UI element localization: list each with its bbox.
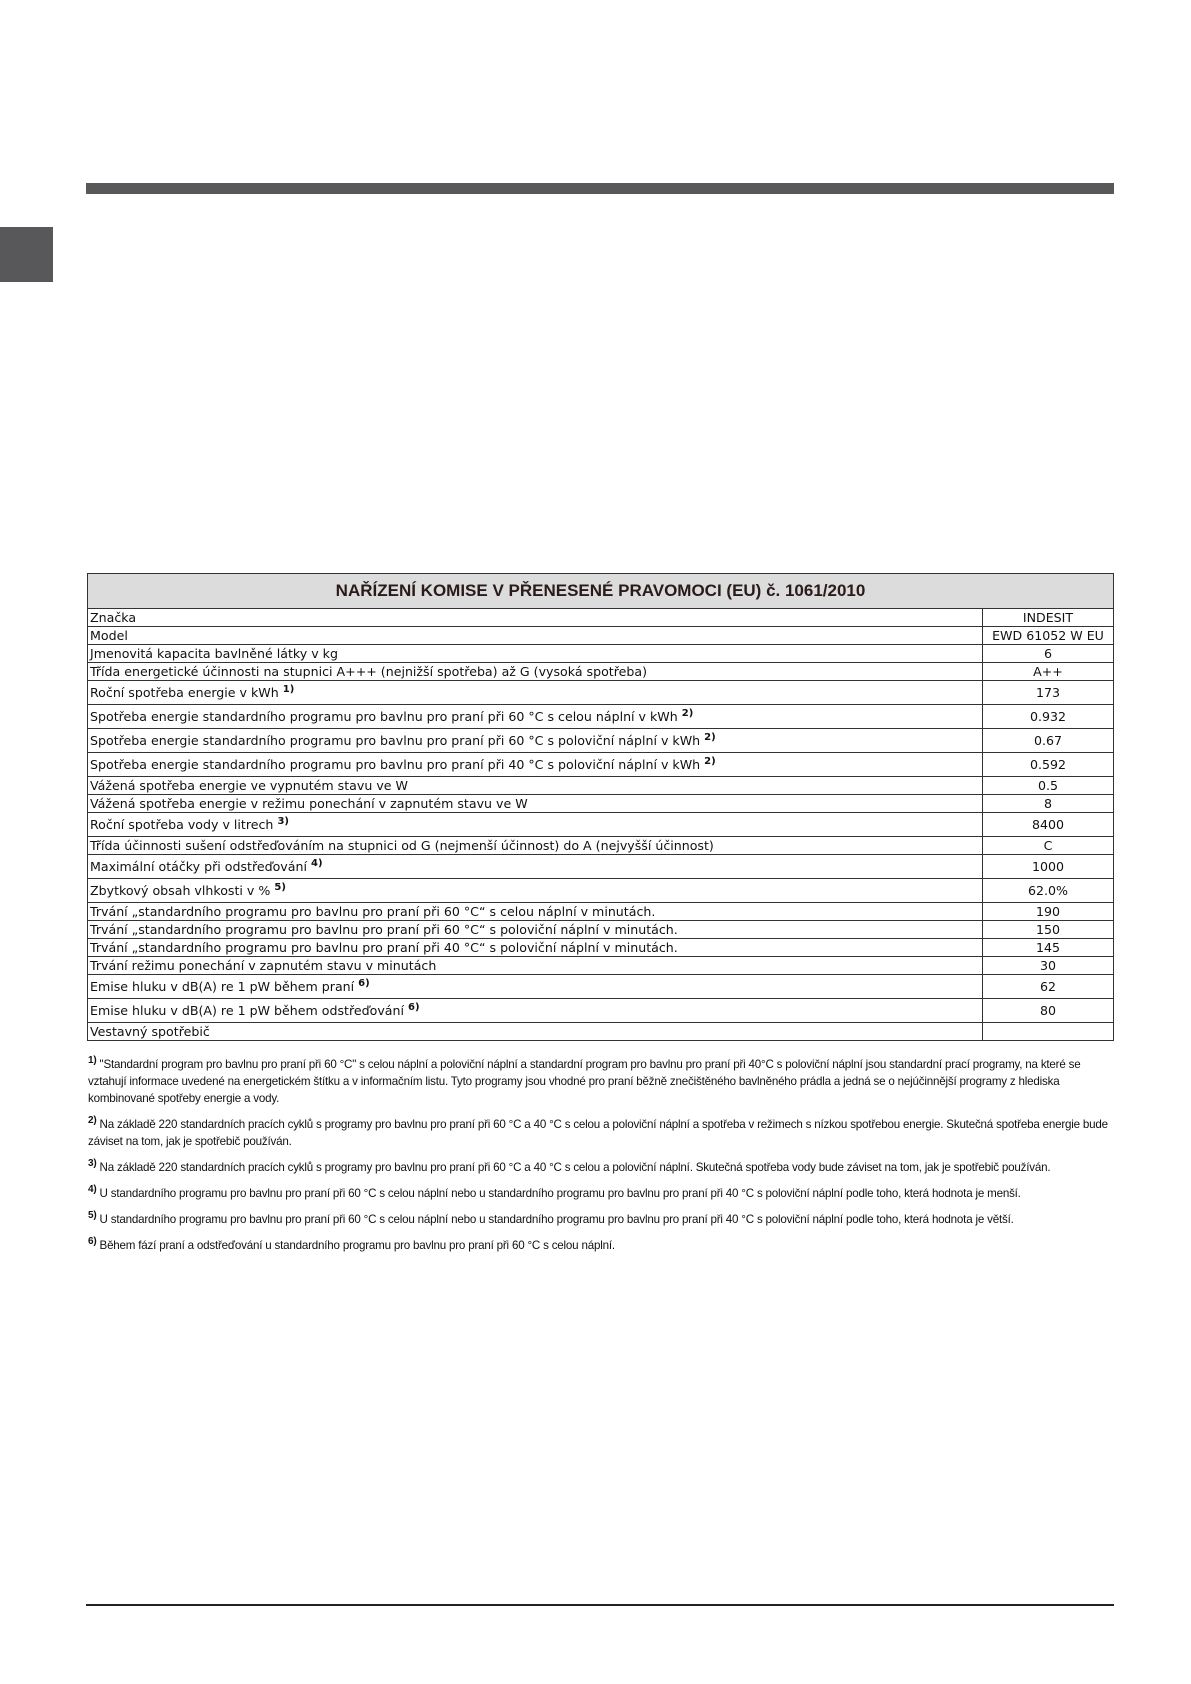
row-label-text: Trvání režimu ponechání v zapnutém stavu v minutách [90, 958, 437, 973]
row-label-text: Trvání „standardního programu pro bavlnu pro praní při 60 °C“ s poloviční náplní v minutách. [90, 922, 678, 937]
footnote-ref: 2) [704, 755, 716, 767]
row-value: 0.592 [983, 753, 1114, 777]
footnote-ref: 5) [274, 881, 286, 893]
table-row [88, 879, 1114, 903]
row-label-text: Spotřeba energie standardního programu pro bavlnu pro praní při 60 °C s celou náplní v kWh [90, 709, 678, 724]
row-value: 0.932 [983, 705, 1114, 729]
footnote [88, 1211, 1113, 1228]
footnote-mark: 2) [88, 1115, 97, 1127]
row-value: 190 [983, 903, 1114, 921]
table-row [88, 795, 1114, 813]
row-label-text: Třída účinnosti sušení odstřeďováním na stupnici od G (nejmenší účinnost) do A (nejvyšší účinnost) [90, 838, 714, 853]
row-label [88, 813, 983, 837]
footnote-mark: 4) [88, 1184, 97, 1196]
row-label [88, 879, 983, 903]
row-label [88, 729, 983, 753]
row-label-text: Spotřeba energie standardního programu pro bavlnu pro praní při 60 °C s poloviční náplní v kWh [90, 733, 701, 748]
table-row [88, 627, 1114, 645]
footnote [88, 1237, 1113, 1254]
row-value: 80 [983, 999, 1114, 1023]
row-value: 0.67 [983, 729, 1114, 753]
table-row [88, 903, 1114, 921]
table-row [88, 663, 1114, 681]
regulation-table [87, 573, 1114, 1041]
table-row [88, 975, 1114, 999]
table-row [88, 729, 1114, 753]
row-label [88, 999, 983, 1023]
footnote-mark: 6) [88, 1236, 97, 1248]
row-label-text: Roční spotřeba vody v litrech [90, 817, 274, 832]
footnote [88, 1159, 1113, 1176]
footnote-text: "Standardní program pro bavlnu pro praní při 60 °C" s celou náplní a poloviční náplní a standardní program pro bavlnu pro praní při 40°C s poloviční náplní jsou standardní prací programy, na které se vztahují informace uvedené na energetickém štítku a v informačním listu. Tyto programy jsou vhodné pro praní běžně znečištěného bavlněného prádla a jedná se o nejúčinnější programy z hlediska kombinované spotřeby energie a vody. [88, 1058, 1081, 1105]
row-value: 8400 [983, 813, 1114, 837]
footnotes [88, 1056, 1113, 1263]
footnote-mark: 3) [88, 1158, 97, 1170]
footnote-text: Na základě 220 standardních pracích cyklů s programy pro bavlnu pro praní při 60 °C a 40 °C s celou a poloviční náplní. Skutečná spotřeba vody bude záviset na tom, jak je spotřebič používán. [99, 1161, 1051, 1174]
row-value: 0.5 [983, 777, 1114, 795]
footnote-mark: 5) [88, 1210, 97, 1222]
table-row [88, 855, 1114, 879]
row-value: 150 [983, 921, 1114, 939]
row-label [88, 627, 983, 645]
row-value: 62.0% [983, 879, 1114, 903]
row-value: 6 [983, 645, 1114, 663]
row-label-text: Třída energetické účinnosti na stupnici A+++ (nejnižší spotřeba) až G (vysoká spotřeba) [90, 664, 648, 679]
row-label [88, 663, 983, 681]
footnote [88, 1185, 1113, 1202]
row-label [88, 705, 983, 729]
table-row [88, 705, 1114, 729]
row-label [88, 681, 983, 705]
row-label [88, 921, 983, 939]
footnote-text: Během fází praní a odstřeďování u standardního programu pro bavlnu pro praní při 60 °C s celou náplní. [99, 1239, 615, 1252]
footnote-text: U standardního programu pro bavlnu pro praní při 60 °C s celou náplní nebo u standardního programu pro bavlnu pro praní při 40 °C s poloviční náplní podle toho, která hodnota je větší. [99, 1213, 1014, 1226]
table-row [88, 777, 1114, 795]
row-label-text: Spotřeba energie standardního programu pro bavlnu pro praní při 40 °C s poloviční náplní v kWh [90, 757, 701, 772]
row-label [88, 855, 983, 879]
row-label-text: Emise hluku v dB(A) re 1 pW během odstřeďování [90, 1003, 404, 1018]
row-label [88, 777, 983, 795]
row-label [88, 957, 983, 975]
row-label-text: Značka [90, 610, 137, 625]
table-row [88, 753, 1114, 777]
footnote-ref: 2) [681, 707, 694, 719]
row-label [88, 975, 983, 999]
row-label [88, 837, 983, 855]
row-value: EWD 61052 W EU [983, 627, 1114, 645]
table-row [88, 645, 1114, 663]
side-tab-marker [0, 227, 53, 282]
table-title: NAŘÍZENÍ KOMISE V PŘENESENÉ PRAVOMOCI (EU) č. 1061/2010 [88, 574, 1114, 609]
row-label [88, 753, 983, 777]
footnote-ref: 3) [277, 815, 289, 827]
row-label-text: Trvání „standardního programu pro bavlnu pro praní při 60 °C“ s celou náplní v minutách. [90, 904, 656, 919]
footnote-ref: 4) [310, 857, 323, 869]
table-row [88, 1023, 1114, 1041]
row-value: 62 [983, 975, 1114, 999]
row-label [88, 645, 983, 663]
row-value [983, 1023, 1114, 1041]
row-label-text: Vážená spotřeba energie v režimu ponechání v zapnutém stavu ve W [90, 796, 528, 811]
table-row [88, 921, 1114, 939]
footnote-ref: 6) [358, 977, 370, 989]
row-label-text: Trvání „standardního programu pro bavlnu pro praní při 40 °C“ s poloviční náplní v minutách. [90, 940, 678, 955]
table-row [88, 609, 1114, 627]
row-label-text: Vážená spotřeba energie ve vypnutém stavu ve W [90, 778, 408, 793]
row-value: 1000 [983, 855, 1114, 879]
footnote-ref: 1) [282, 683, 295, 695]
row-label-text: Model [90, 628, 128, 643]
table-row [88, 999, 1114, 1023]
footnote-text: Na základě 220 standardních pracích cyklů s programy pro bavlnu pro praní při 60 °C a 40 °C s celou a poloviční náplní a spotřeba v režimech s nízkou spotřebou energie. Skutečná spotřeba energie bude záviset na tom, jak je spotřebič používán. [88, 1118, 1108, 1148]
row-label [88, 1023, 983, 1041]
row-label-text: Vestavný spotřebič [90, 1024, 210, 1039]
row-value: 30 [983, 957, 1114, 975]
row-value: A++ [983, 663, 1114, 681]
row-label-text: Zbytkový obsah vlhkosti v % [90, 883, 271, 898]
row-label-text: Jmenovitá kapacita bavlněné látky v kg [90, 646, 338, 661]
row-value: INDESIT [983, 609, 1114, 627]
table-row [88, 837, 1114, 855]
table-row [88, 813, 1114, 837]
footnote [88, 1056, 1113, 1107]
row-label [88, 609, 983, 627]
footnote-ref: 6) [408, 1001, 420, 1013]
row-value: C [983, 837, 1114, 855]
table-row [88, 939, 1114, 957]
row-label [88, 795, 983, 813]
row-value: 8 [983, 795, 1114, 813]
row-value: 145 [983, 939, 1114, 957]
footer-rule [86, 1604, 1114, 1606]
row-label-text: Roční spotřeba energie v kWh [90, 685, 279, 700]
footnote-mark: 1) [88, 1055, 97, 1067]
footnote-text: U standardního programu pro bavlnu pro praní při 60 °C s celou náplní nebo u standardního programu pro bavlnu pro praní při 40 °C s poloviční náplní podle toho, která hodnota je menší. [99, 1187, 1021, 1200]
row-label-text: Emise hluku v dB(A) re 1 pW během praní [90, 979, 355, 994]
row-label [88, 939, 983, 957]
table-row [88, 957, 1114, 975]
row-value: 173 [983, 681, 1114, 705]
header-bar [86, 183, 1114, 194]
row-label [88, 903, 983, 921]
footnote-ref: 2) [704, 731, 716, 743]
footnote [88, 1116, 1113, 1150]
table-row [88, 681, 1114, 705]
row-label-text: Maximální otáčky při odstřeďování [90, 859, 307, 874]
